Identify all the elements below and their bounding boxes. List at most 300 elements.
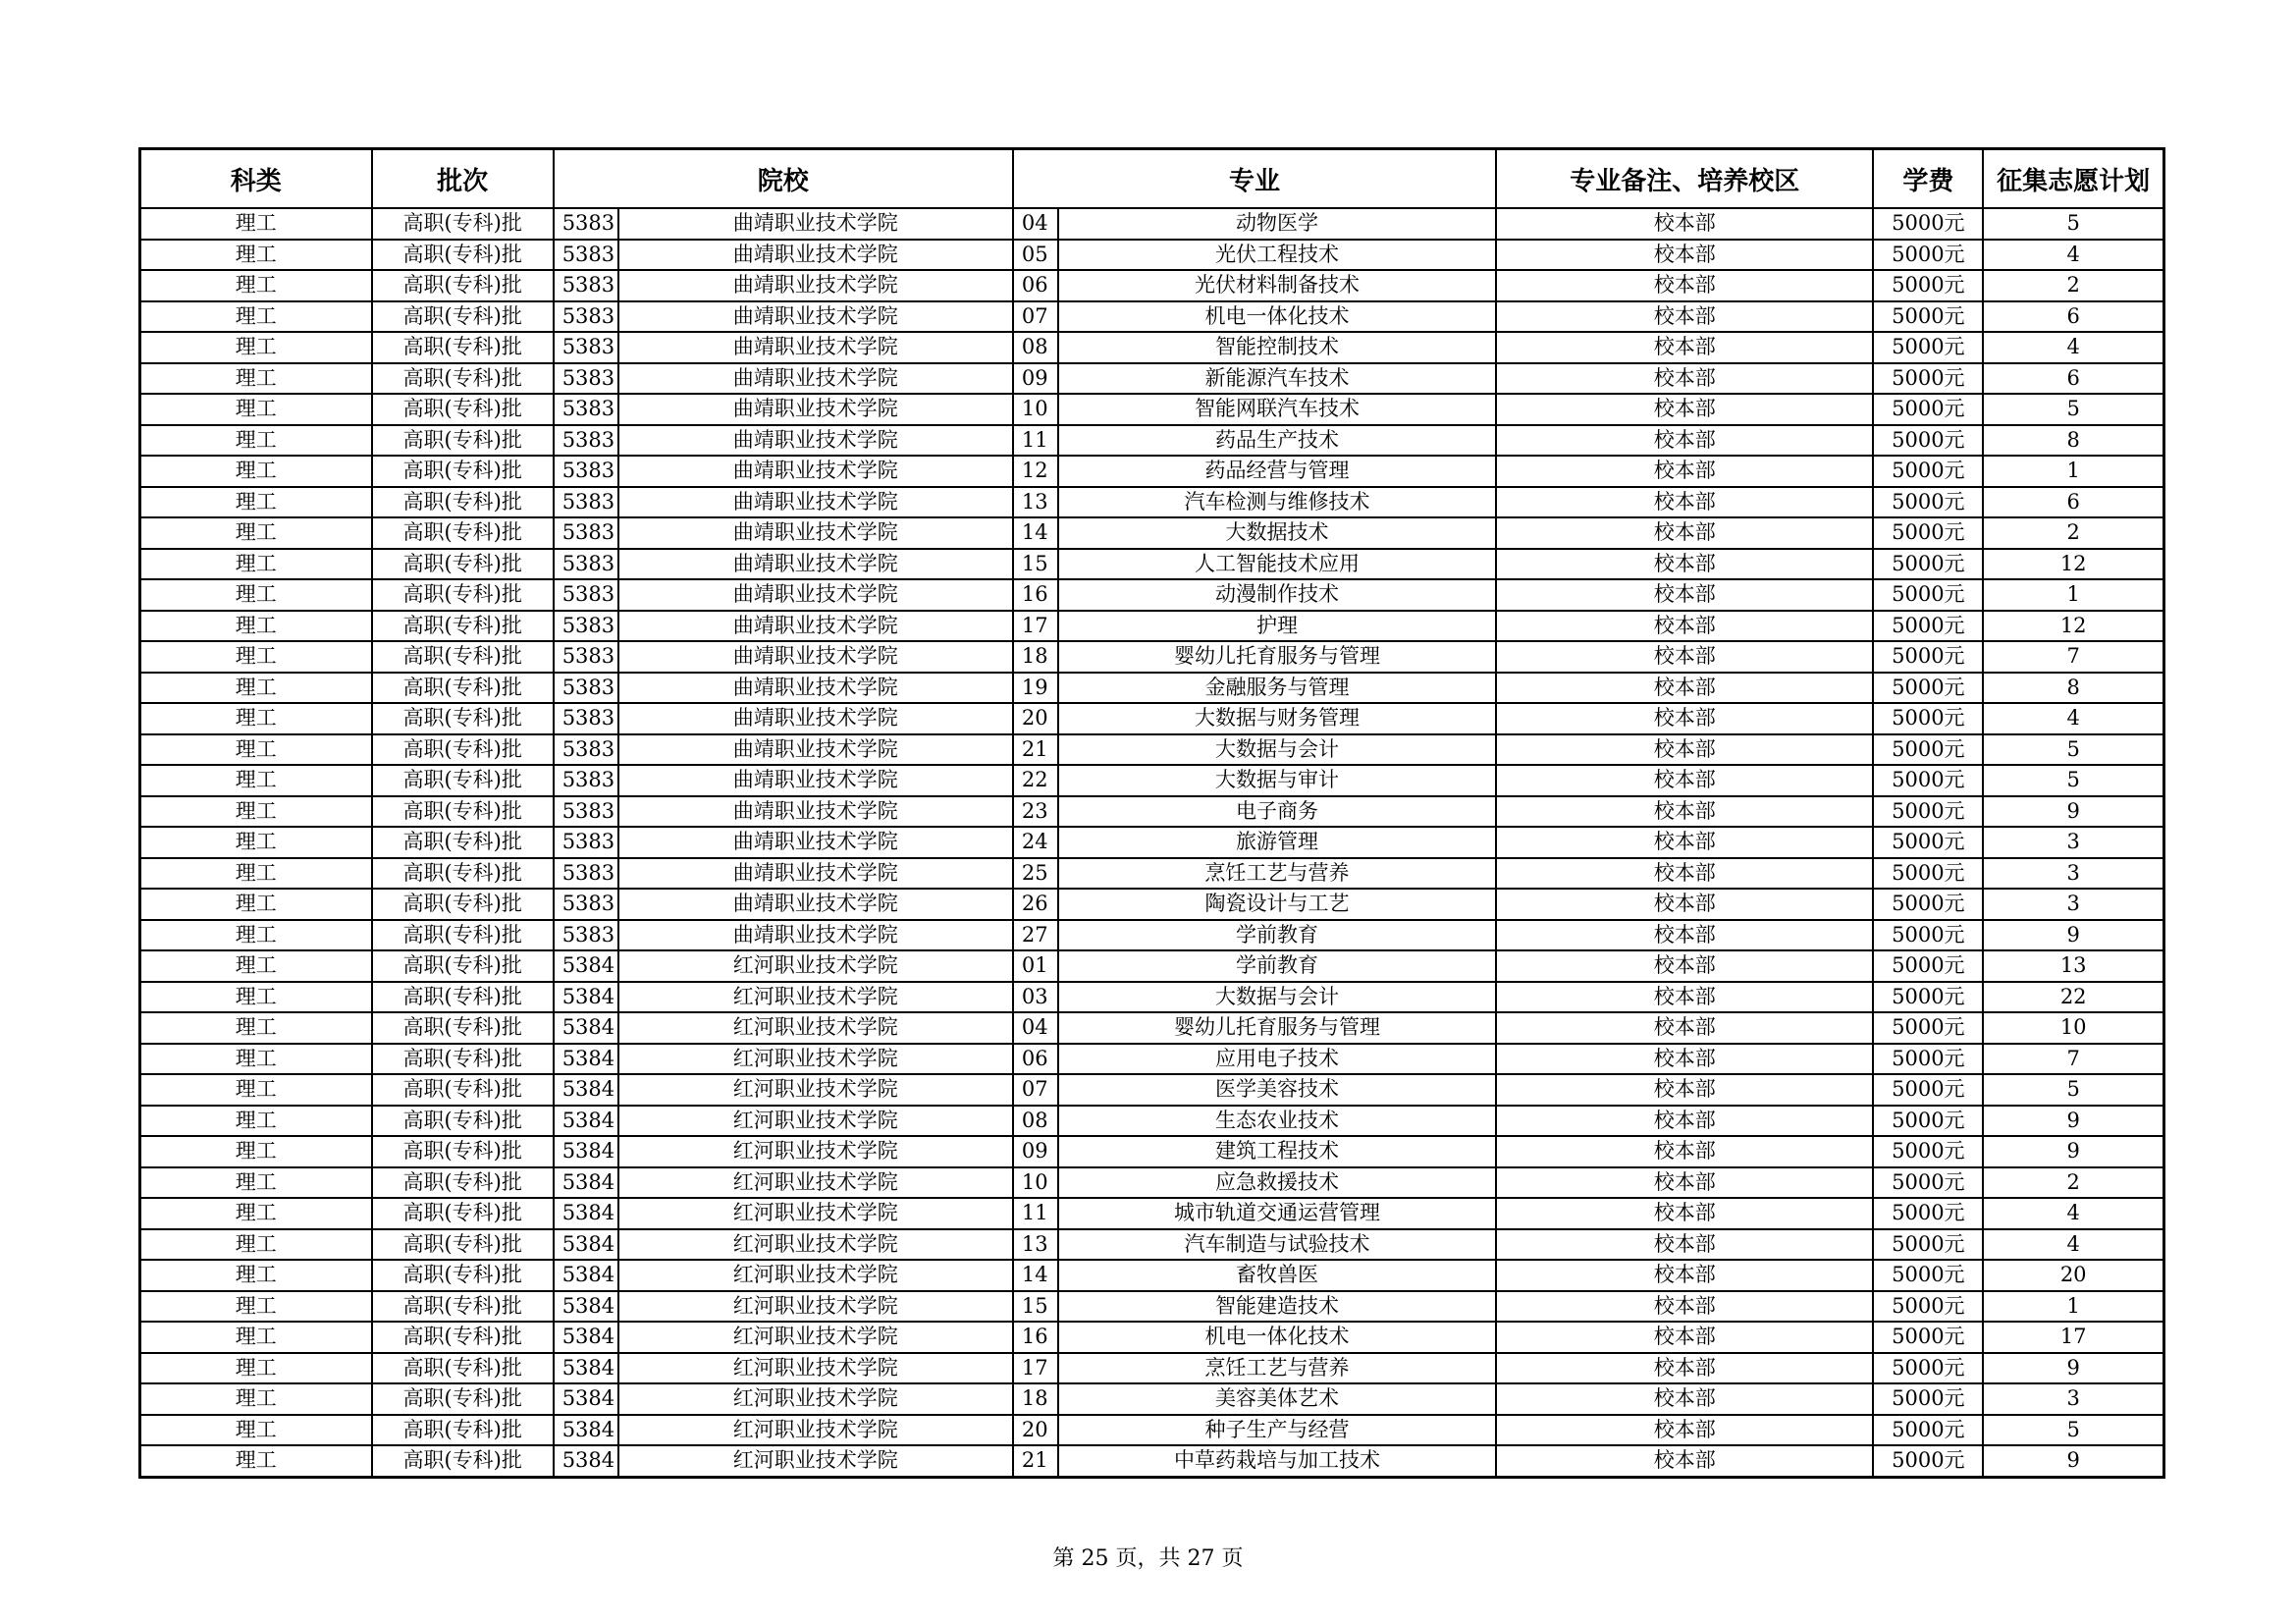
cell-major-name: 大数据与会计 <box>1058 734 1496 766</box>
cell-category: 理工 <box>140 301 372 333</box>
cell-fee: 5000元 <box>1873 270 1983 301</box>
cell-major-name: 婴幼儿托育服务与管理 <box>1058 1012 1496 1044</box>
cell-plan: 5 <box>1983 1074 2163 1106</box>
cell-category: 理工 <box>140 827 372 858</box>
cell-major-name: 药品经营与管理 <box>1058 456 1496 487</box>
cell-major-code: 18 <box>1013 641 1058 673</box>
cell-category: 理工 <box>140 982 372 1013</box>
cell-school-name: 红河职业技术学院 <box>618 982 1013 1013</box>
cell-school-code: 5383 <box>554 363 618 395</box>
header-plan: 征集志愿计划 <box>1983 149 2163 209</box>
cell-major-code: 04 <box>1013 1012 1058 1044</box>
cell-fee: 5000元 <box>1873 301 1983 333</box>
cell-major-name: 光伏材料制备技术 <box>1058 270 1496 301</box>
cell-school-code: 5384 <box>554 1229 618 1261</box>
cell-plan: 9 <box>1983 1445 2163 1477</box>
cell-batch: 高职(专科)批 <box>372 1198 554 1229</box>
cell-school-code: 5384 <box>554 1415 618 1446</box>
cell-major-name: 大数据与审计 <box>1058 765 1496 796</box>
cell-school-name: 红河职业技术学院 <box>618 950 1013 982</box>
cell-remark: 校本部 <box>1496 703 1873 734</box>
cell-school-name: 曲靖职业技术学院 <box>618 208 1013 240</box>
cell-batch: 高职(专科)批 <box>372 487 554 518</box>
cell-category: 理工 <box>140 1198 372 1229</box>
cell-school-code: 5383 <box>554 703 618 734</box>
cell-school-name: 曲靖职业技术学院 <box>618 579 1013 611</box>
cell-school-name: 曲靖职业技术学院 <box>618 487 1013 518</box>
cell-batch: 高职(专科)批 <box>372 240 554 271</box>
cell-major-code: 14 <box>1013 517 1058 549</box>
cell-remark: 校本部 <box>1496 301 1873 333</box>
cell-remark: 校本部 <box>1496 1415 1873 1446</box>
header-row <box>140 149 2164 209</box>
cell-school-name: 曲靖职业技术学院 <box>618 301 1013 333</box>
cell-plan: 4 <box>1983 332 2163 363</box>
cell-plan: 22 <box>1983 982 2163 1013</box>
table-row <box>140 982 2164 1013</box>
cell-major-name: 智能网联汽车技术 <box>1058 394 1496 425</box>
cell-batch: 高职(专科)批 <box>372 549 554 580</box>
cell-major-name: 新能源汽车技术 <box>1058 363 1496 395</box>
cell-plan: 4 <box>1983 1229 2163 1261</box>
table-row <box>140 1383 2164 1415</box>
cell-remark: 校本部 <box>1496 208 1873 240</box>
cell-remark: 校本部 <box>1496 1383 1873 1415</box>
cell-major-name: 种子生产与经营 <box>1058 1415 1496 1446</box>
cell-remark: 校本部 <box>1496 858 1873 890</box>
cell-school-code: 5383 <box>554 425 618 457</box>
table-row <box>140 889 2164 920</box>
cell-batch: 高职(专科)批 <box>372 796 554 828</box>
cell-major-name: 中草药栽培与加工技术 <box>1058 1445 1496 1477</box>
cell-school-code: 5384 <box>554 1136 618 1167</box>
cell-school-code: 5383 <box>554 920 618 951</box>
cell-category: 理工 <box>140 1106 372 1137</box>
cell-major-code: 14 <box>1013 1260 1058 1291</box>
cell-category: 理工 <box>140 1074 372 1106</box>
cell-major-code: 21 <box>1013 1445 1058 1477</box>
cell-major-name: 学前教育 <box>1058 950 1496 982</box>
cell-remark: 校本部 <box>1496 1229 1873 1261</box>
cell-category: 理工 <box>140 1415 372 1446</box>
table-row <box>140 858 2164 890</box>
header-major: 专业 <box>1013 149 1496 209</box>
cell-major-code: 01 <box>1013 950 1058 982</box>
cell-fee: 5000元 <box>1873 240 1983 271</box>
cell-batch: 高职(专科)批 <box>372 301 554 333</box>
cell-school-name: 红河职业技术学院 <box>618 1044 1013 1075</box>
cell-major-code: 16 <box>1013 1322 1058 1353</box>
cell-remark: 校本部 <box>1496 889 1873 920</box>
table-row <box>140 703 2164 734</box>
cell-batch: 高职(专科)批 <box>372 1229 554 1261</box>
cell-major-name: 电子商务 <box>1058 796 1496 828</box>
cell-remark: 校本部 <box>1496 487 1873 518</box>
header-school: 院校 <box>554 149 1013 209</box>
cell-category: 理工 <box>140 1322 372 1353</box>
cell-school-code: 5383 <box>554 208 618 240</box>
cell-school-name: 曲靖职业技术学院 <box>618 889 1013 920</box>
cell-batch: 高职(专科)批 <box>372 703 554 734</box>
cell-major-code: 07 <box>1013 1074 1058 1106</box>
cell-category: 理工 <box>140 487 372 518</box>
cell-plan: 17 <box>1983 1322 2163 1353</box>
cell-fee: 5000元 <box>1873 1291 1983 1323</box>
cell-school-code: 5383 <box>554 301 618 333</box>
cell-remark: 校本部 <box>1496 394 1873 425</box>
table-row <box>140 1167 2164 1199</box>
cell-batch: 高职(专科)批 <box>372 641 554 673</box>
table-row <box>140 1074 2164 1106</box>
cell-fee: 5000元 <box>1873 1445 1983 1477</box>
cell-major-code: 23 <box>1013 796 1058 828</box>
cell-batch: 高职(专科)批 <box>372 611 554 642</box>
cell-school-name: 曲靖职业技术学院 <box>618 240 1013 271</box>
cell-fee: 5000元 <box>1873 950 1983 982</box>
cell-category: 理工 <box>140 1383 372 1415</box>
table-row <box>140 796 2164 828</box>
cell-school-code: 5383 <box>554 611 618 642</box>
cell-plan: 4 <box>1983 703 2163 734</box>
cell-major-code: 25 <box>1013 858 1058 890</box>
cell-remark: 校本部 <box>1496 1074 1873 1106</box>
cell-plan: 5 <box>1983 208 2163 240</box>
cell-batch: 高职(专科)批 <box>372 1291 554 1323</box>
cell-category: 理工 <box>140 858 372 890</box>
cell-category: 理工 <box>140 1012 372 1044</box>
cell-batch: 高职(专科)批 <box>372 1260 554 1291</box>
table-row <box>140 1012 2164 1044</box>
cell-category: 理工 <box>140 611 372 642</box>
cell-major-name: 建筑工程技术 <box>1058 1136 1496 1167</box>
cell-major-name: 智能控制技术 <box>1058 332 1496 363</box>
cell-fee: 5000元 <box>1873 1229 1983 1261</box>
cell-category: 理工 <box>140 1044 372 1075</box>
table-row <box>140 549 2164 580</box>
cell-batch: 高职(专科)批 <box>372 734 554 766</box>
cell-major-code: 12 <box>1013 456 1058 487</box>
cell-school-code: 5383 <box>554 456 618 487</box>
cell-remark: 校本部 <box>1496 1012 1873 1044</box>
cell-school-code: 5383 <box>554 641 618 673</box>
cell-fee: 5000元 <box>1873 703 1983 734</box>
cell-batch: 高职(专科)批 <box>372 394 554 425</box>
cell-school-name: 曲靖职业技术学院 <box>618 641 1013 673</box>
cell-batch: 高职(专科)批 <box>372 1106 554 1137</box>
cell-category: 理工 <box>140 1260 372 1291</box>
cell-batch: 高职(专科)批 <box>372 456 554 487</box>
table-body <box>140 208 2164 1477</box>
cell-batch: 高职(专科)批 <box>372 920 554 951</box>
cell-major-name: 大数据技术 <box>1058 517 1496 549</box>
cell-major-name: 护理 <box>1058 611 1496 642</box>
cell-major-code: 15 <box>1013 549 1058 580</box>
cell-batch: 高职(专科)批 <box>372 827 554 858</box>
cell-school-name: 红河职业技术学院 <box>618 1198 1013 1229</box>
cell-remark: 校本部 <box>1496 641 1873 673</box>
cell-fee: 5000元 <box>1873 1012 1983 1044</box>
cell-school-code: 5383 <box>554 549 618 580</box>
cell-plan: 20 <box>1983 1260 2163 1291</box>
cell-major-code: 26 <box>1013 889 1058 920</box>
cell-plan: 10 <box>1983 1012 2163 1044</box>
cell-remark: 校本部 <box>1496 765 1873 796</box>
page-number: 第 25 页，共 27 页 <box>1052 1546 1244 1571</box>
cell-batch: 高职(专科)批 <box>372 982 554 1013</box>
cell-school-name: 曲靖职业技术学院 <box>618 734 1013 766</box>
cell-plan: 2 <box>1983 517 2163 549</box>
cell-major-code: 06 <box>1013 1044 1058 1075</box>
cell-major-name: 陶瓷设计与工艺 <box>1058 889 1496 920</box>
cell-fee: 5000元 <box>1873 425 1983 457</box>
cell-plan: 6 <box>1983 363 2163 395</box>
cell-fee: 5000元 <box>1873 1322 1983 1353</box>
cell-major-code: 04 <box>1013 208 1058 240</box>
table-row <box>140 1353 2164 1384</box>
cell-category: 理工 <box>140 425 372 457</box>
cell-batch: 高职(专科)批 <box>372 673 554 704</box>
cell-school-name: 曲靖职业技术学院 <box>618 549 1013 580</box>
cell-category: 理工 <box>140 1445 372 1477</box>
cell-batch: 高职(专科)批 <box>372 208 554 240</box>
cell-batch: 高职(专科)批 <box>372 579 554 611</box>
cell-plan: 5 <box>1983 394 2163 425</box>
cell-major-code: 24 <box>1013 827 1058 858</box>
cell-fee: 5000元 <box>1873 827 1983 858</box>
table-row <box>140 425 2164 457</box>
cell-school-code: 5384 <box>554 1353 618 1384</box>
cell-category: 理工 <box>140 208 372 240</box>
cell-fee: 5000元 <box>1873 796 1983 828</box>
cell-major-name: 动漫制作技术 <box>1058 579 1496 611</box>
cell-school-name: 曲靖职业技术学院 <box>618 827 1013 858</box>
cell-major-code: 21 <box>1013 734 1058 766</box>
cell-major-name: 机电一体化技术 <box>1058 301 1496 333</box>
cell-category: 理工 <box>140 332 372 363</box>
cell-batch: 高职(专科)批 <box>372 517 554 549</box>
cell-major-name: 美容美体艺术 <box>1058 1383 1496 1415</box>
cell-school-code: 5384 <box>554 950 618 982</box>
cell-major-name: 旅游管理 <box>1058 827 1496 858</box>
cell-school-name: 红河职业技术学院 <box>618 1383 1013 1415</box>
cell-category: 理工 <box>140 641 372 673</box>
cell-remark: 校本部 <box>1496 579 1873 611</box>
cell-remark: 校本部 <box>1496 270 1873 301</box>
cell-fee: 5000元 <box>1873 487 1983 518</box>
cell-major-code: 17 <box>1013 611 1058 642</box>
cell-school-code: 5384 <box>554 1106 618 1137</box>
cell-school-name: 红河职业技术学院 <box>618 1106 1013 1137</box>
cell-major-code: 13 <box>1013 1229 1058 1261</box>
cell-batch: 高职(专科)批 <box>372 1012 554 1044</box>
cell-batch: 高职(专科)批 <box>372 1136 554 1167</box>
cell-batch: 高职(专科)批 <box>372 270 554 301</box>
cell-major-code: 22 <box>1013 765 1058 796</box>
table-row <box>140 240 2164 271</box>
cell-plan: 3 <box>1983 858 2163 890</box>
table-row <box>140 487 2164 518</box>
cell-school-name: 红河职业技术学院 <box>618 1322 1013 1353</box>
cell-remark: 校本部 <box>1496 734 1873 766</box>
cell-school-code: 5383 <box>554 394 618 425</box>
cell-major-name: 人工智能技术应用 <box>1058 549 1496 580</box>
cell-fee: 5000元 <box>1873 1136 1983 1167</box>
cell-school-code: 5383 <box>554 270 618 301</box>
cell-major-name: 城市轨道交通运营管理 <box>1058 1198 1496 1229</box>
cell-school-name: 曲靖职业技术学院 <box>618 270 1013 301</box>
cell-category: 理工 <box>140 950 372 982</box>
cell-plan: 1 <box>1983 456 2163 487</box>
table-row <box>140 827 2164 858</box>
cell-major-name: 金融服务与管理 <box>1058 673 1496 704</box>
cell-school-code: 5383 <box>554 517 618 549</box>
cell-plan: 2 <box>1983 1167 2163 1199</box>
cell-major-code: 11 <box>1013 1198 1058 1229</box>
cell-school-code: 5384 <box>554 1260 618 1291</box>
cell-fee: 5000元 <box>1873 673 1983 704</box>
cell-major-name: 汽车检测与维修技术 <box>1058 487 1496 518</box>
cell-plan: 7 <box>1983 1044 2163 1075</box>
table-row <box>140 332 2164 363</box>
cell-major-name: 生态农业技术 <box>1058 1106 1496 1137</box>
cell-school-name: 曲靖职业技术学院 <box>618 363 1013 395</box>
cell-remark: 校本部 <box>1496 1044 1873 1075</box>
cell-fee: 5000元 <box>1873 1106 1983 1137</box>
cell-major-code: 18 <box>1013 1383 1058 1415</box>
cell-plan: 9 <box>1983 1353 2163 1384</box>
cell-category: 理工 <box>140 394 372 425</box>
cell-school-name: 曲靖职业技术学院 <box>618 673 1013 704</box>
cell-batch: 高职(专科)批 <box>372 765 554 796</box>
cell-major-code: 10 <box>1013 1167 1058 1199</box>
cell-category: 理工 <box>140 1136 372 1167</box>
cell-major-name: 畜牧兽医 <box>1058 1260 1496 1291</box>
cell-category: 理工 <box>140 1353 372 1384</box>
cell-school-code: 5383 <box>554 858 618 890</box>
cell-fee: 5000元 <box>1873 734 1983 766</box>
cell-major-code: 11 <box>1013 425 1058 457</box>
cell-remark: 校本部 <box>1496 1291 1873 1323</box>
cell-fee: 5000元 <box>1873 332 1983 363</box>
cell-remark: 校本部 <box>1496 673 1873 704</box>
cell-remark: 校本部 <box>1496 456 1873 487</box>
cell-major-code: 09 <box>1013 1136 1058 1167</box>
cell-fee: 5000元 <box>1873 579 1983 611</box>
cell-fee: 5000元 <box>1873 208 1983 240</box>
cell-category: 理工 <box>140 1291 372 1323</box>
cell-category: 理工 <box>140 734 372 766</box>
cell-major-code: 07 <box>1013 301 1058 333</box>
cell-school-code: 5383 <box>554 579 618 611</box>
cell-remark: 校本部 <box>1496 920 1873 951</box>
cell-fee: 5000元 <box>1873 858 1983 890</box>
cell-fee: 5000元 <box>1873 982 1983 1013</box>
cell-remark: 校本部 <box>1496 982 1873 1013</box>
cell-school-name: 曲靖职业技术学院 <box>618 796 1013 828</box>
cell-plan: 12 <box>1983 611 2163 642</box>
table-row <box>140 1229 2164 1261</box>
table-row <box>140 1044 2164 1075</box>
cell-major-name: 汽车制造与试验技术 <box>1058 1229 1496 1261</box>
cell-major-name: 烹饪工艺与营养 <box>1058 858 1496 890</box>
cell-major-name: 学前教育 <box>1058 920 1496 951</box>
header-category: 科类 <box>140 149 372 209</box>
cell-major-code: 10 <box>1013 394 1058 425</box>
cell-school-code: 5384 <box>554 1291 618 1323</box>
table-row <box>140 363 2164 395</box>
cell-plan: 3 <box>1983 1383 2163 1415</box>
cell-remark: 校本部 <box>1496 1106 1873 1137</box>
cell-school-code: 5383 <box>554 240 618 271</box>
cell-fee: 5000元 <box>1873 517 1983 549</box>
cell-school-name: 红河职业技术学院 <box>618 1353 1013 1384</box>
cell-major-name: 智能建造技术 <box>1058 1291 1496 1323</box>
header-batch: 批次 <box>372 149 554 209</box>
cell-fee: 5000元 <box>1873 1167 1983 1199</box>
cell-school-code: 5383 <box>554 796 618 828</box>
cell-category: 理工 <box>140 240 372 271</box>
table-row <box>140 1415 2164 1446</box>
cell-school-code: 5383 <box>554 332 618 363</box>
table-row <box>140 611 2164 642</box>
cell-fee: 5000元 <box>1873 456 1983 487</box>
cell-school-code: 5384 <box>554 982 618 1013</box>
cell-school-name: 红河职业技术学院 <box>618 1136 1013 1167</box>
admission-plan-table <box>138 147 2165 1479</box>
cell-batch: 高职(专科)批 <box>372 950 554 982</box>
cell-school-code: 5383 <box>554 673 618 704</box>
table-row <box>140 673 2164 704</box>
table-row <box>140 765 2164 796</box>
table-row <box>140 517 2164 549</box>
cell-batch: 高职(专科)批 <box>372 1415 554 1446</box>
cell-major-name: 大数据与财务管理 <box>1058 703 1496 734</box>
table-row <box>140 394 2164 425</box>
cell-major-name: 大数据与会计 <box>1058 982 1496 1013</box>
cell-fee: 5000元 <box>1873 1074 1983 1106</box>
cell-major-name: 机电一体化技术 <box>1058 1322 1496 1353</box>
cell-major-code: 19 <box>1013 673 1058 704</box>
cell-remark: 校本部 <box>1496 796 1873 828</box>
cell-plan: 9 <box>1983 796 2163 828</box>
cell-major-name: 应急救援技术 <box>1058 1167 1496 1199</box>
cell-fee: 5000元 <box>1873 1353 1983 1384</box>
cell-category: 理工 <box>140 456 372 487</box>
cell-plan: 9 <box>1983 920 2163 951</box>
cell-batch: 高职(专科)批 <box>372 425 554 457</box>
cell-school-name: 曲靖职业技术学院 <box>618 425 1013 457</box>
cell-major-code: 08 <box>1013 332 1058 363</box>
cell-school-code: 5383 <box>554 487 618 518</box>
cell-batch: 高职(专科)批 <box>372 1167 554 1199</box>
cell-remark: 校本部 <box>1496 517 1873 549</box>
cell-school-name: 红河职业技术学院 <box>618 1167 1013 1199</box>
cell-remark: 校本部 <box>1496 1136 1873 1167</box>
cell-major-code: 08 <box>1013 1106 1058 1137</box>
cell-school-name: 曲靖职业技术学院 <box>618 703 1013 734</box>
cell-remark: 校本部 <box>1496 1445 1873 1477</box>
cell-remark: 校本部 <box>1496 1167 1873 1199</box>
table-row <box>140 1106 2164 1137</box>
cell-batch: 高职(专科)批 <box>372 1074 554 1106</box>
table-row <box>140 579 2164 611</box>
cell-school-code: 5384 <box>554 1383 618 1415</box>
cell-fee: 5000元 <box>1873 1044 1983 1075</box>
cell-remark: 校本部 <box>1496 827 1873 858</box>
cell-major-name: 药品生产技术 <box>1058 425 1496 457</box>
table-row <box>140 1260 2164 1291</box>
cell-plan: 8 <box>1983 673 2163 704</box>
